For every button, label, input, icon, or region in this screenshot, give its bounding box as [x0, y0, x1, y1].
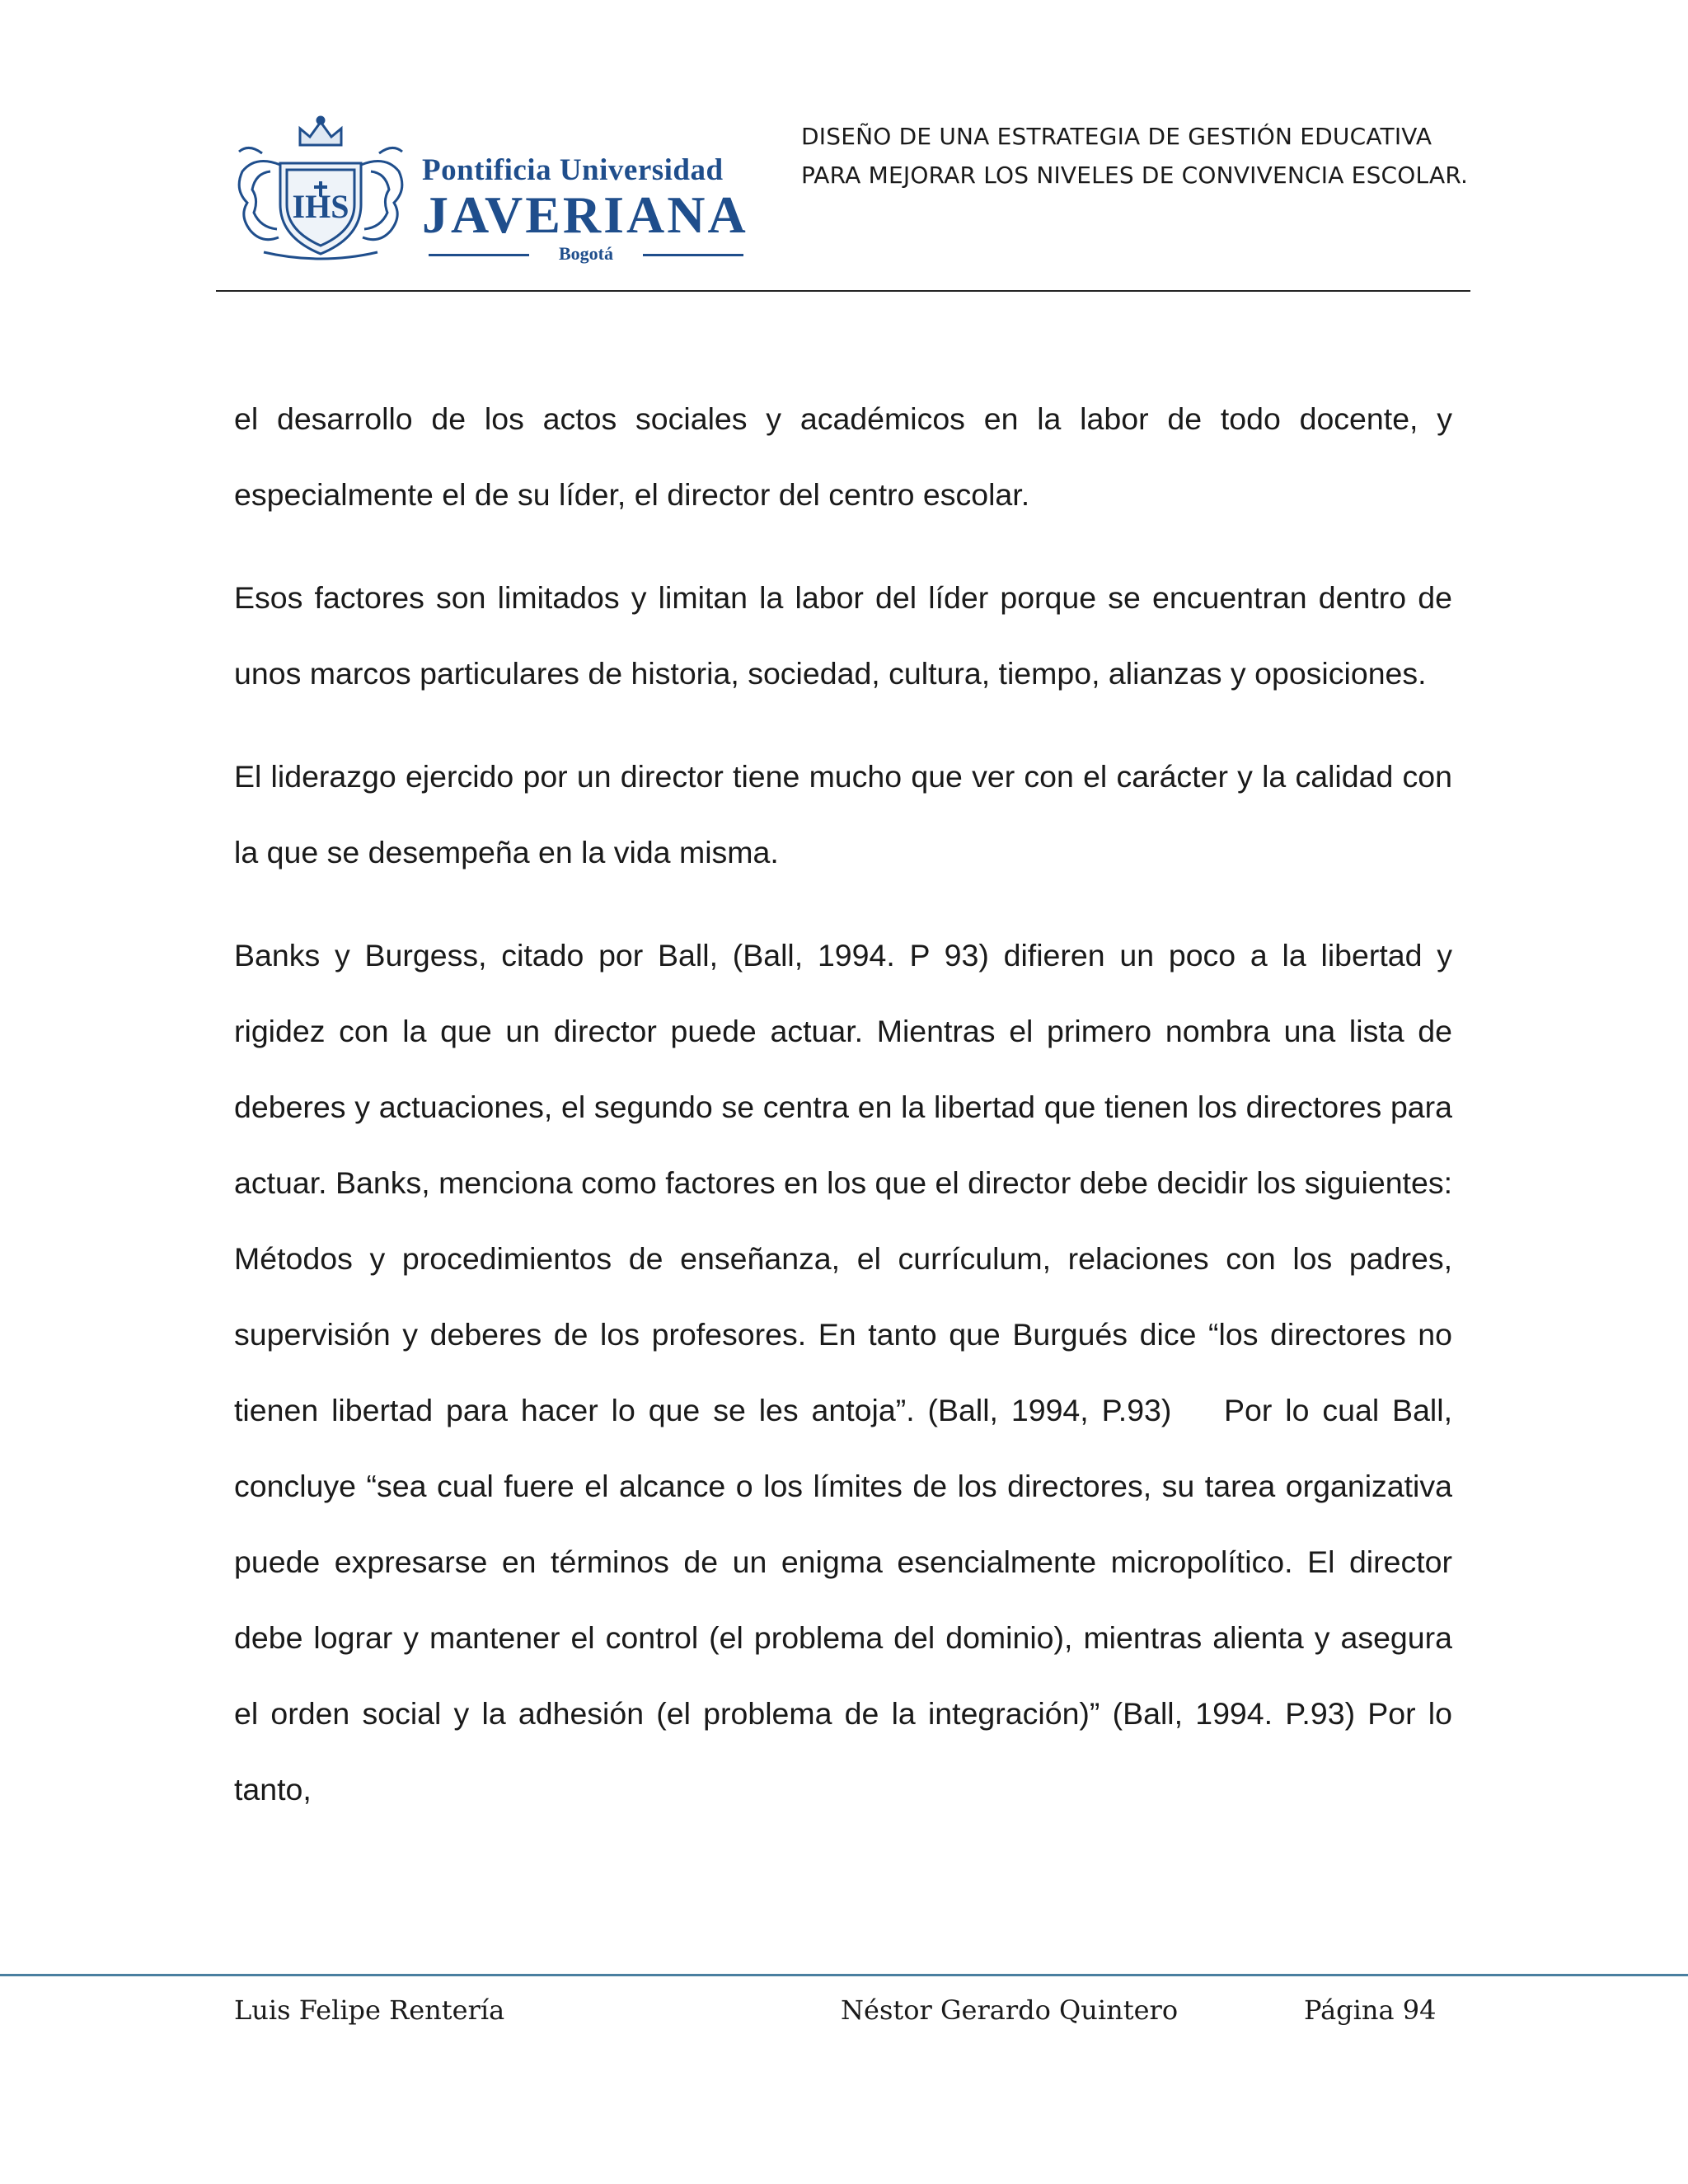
body-text [234, 381, 1461, 1854]
page-footer [0, 1994, 1688, 2044]
page-number: Página 94 [1304, 1994, 1437, 2026]
header-divider [216, 290, 1470, 292]
university-crest-icon [231, 114, 410, 262]
crest-letters: IHS [292, 188, 349, 225]
logo-rule-right [643, 254, 743, 256]
footer-author-2: Néstor Gerardo Quintero [841, 1994, 1179, 2026]
logo-line-3: Bogotá [559, 243, 613, 264]
logo-line-3-group [422, 243, 743, 265]
running-title-line-2: PARA MEJORAR LOS NIVELES DE CONVIVENCIA ESCOLAR. [801, 162, 1469, 189]
footer-author-1: Luis Felipe Rentería [234, 1994, 505, 2026]
paragraph: Esos factores son limitados y limitan la labor del líder porque se encuentran dentro de unos marcos particulares de historia, sociedad, cultura, tiempo, alianzas y oposiciones. [234, 580, 1452, 691]
university-logo [231, 114, 748, 264]
footer-divider [0, 1974, 1688, 1976]
logo-wordmark [422, 153, 748, 265]
running-title-line-1: DISEÑO DE UNA ESTRATEGIA DE GESTIÓN EDUCATIVA [801, 123, 1432, 150]
logo-line-1: Pontificia Universidad [422, 153, 724, 187]
logo-line-2: JAVERIANA [422, 185, 748, 244]
paragraph: el desarrollo de los actos sociales y académicos en la labor de todo docente, y especialmente el de su líder, el director del centro escolar. [234, 401, 1452, 512]
logo-rule-left [429, 254, 529, 256]
document-running-title [801, 117, 1477, 194]
paragraph: El liderazgo ejercido por un director tiene mucho que ver con el carácter y la calidad con la que se desempeña en la vida misma. [234, 759, 1452, 869]
paragraph: Banks y Burgess, citado por Ball, (Ball, 1994. P 93) difieren un poco a la libertad y rigidez con la que un director puede actuar. Mientras el primero nombra una lista de deberes y actuaciones, el segundo se centra en la libertad que tienen los directores para actuar. Banks, menciona como factores en los que el director debe decidir los siguientes: Métodos y procedimientos de enseñanza, el currículum, relaciones con los padres, supervisión y deberes de los profesores. En tanto que Burgués dice “los directores no tienen libertad para hacer lo que se les antoja”. (Ball, 1994, P.93) Por lo cual Ball, concluye “sea cual fuere el alcance o los límites de los directores, su tarea organizativa puede expresarse en términos de un enigma esencialmente micropolítico. El director debe lograr y mantener el control (el problema del dominio), mientras alienta y asegura el orden social y la adhesión (el problema de la integración)” (Ball, 1994. P.93) Por lo tanto, [234, 938, 1461, 1807]
